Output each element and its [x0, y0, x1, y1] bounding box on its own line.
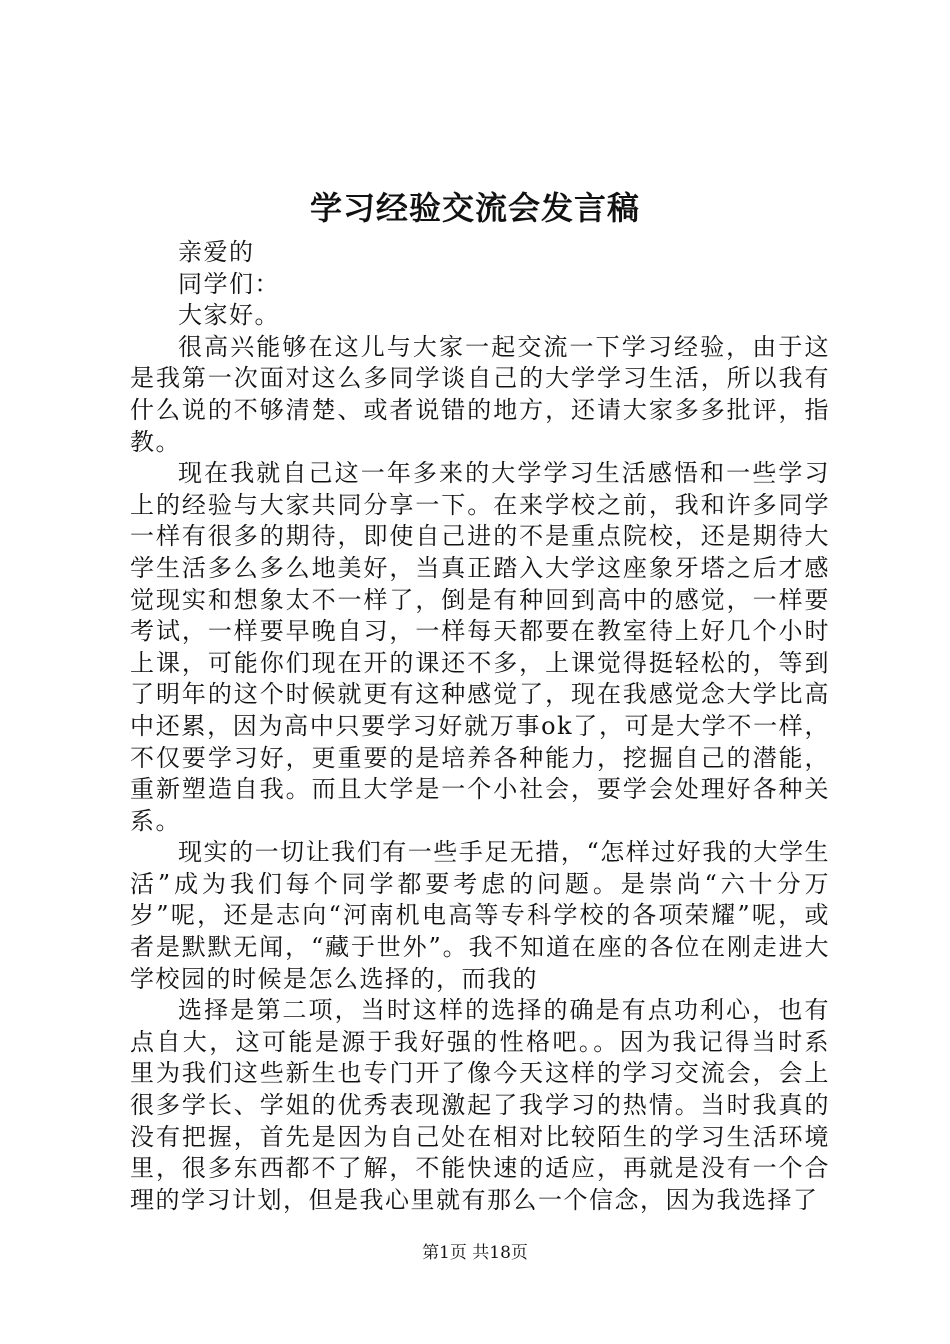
salutation-line: 同学们：: [178, 269, 280, 298]
paragraph: 现实的一切让我们有一些手足无措，“怎样过好我的大学生活”成为我们每个同学都要考虑的问题。是崇尚“六十分万岁”呢，还是志向“河南机电高等专科学校的各项荣耀”呢，或者是默默无闻，“藏于世外”。我不知道在座的各位在刚走进大学校园的时候是怎么选择的，而我的: [130, 838, 830, 993]
paragraph: 现在我就自己这一年多来的大学学习生活感悟和一些学习上的经验与大家共同分享一下。在来学校之前，我和许多同学一样有很多的期待，即使自己进的不是重点院校，还是期待大学生活多么多么地美好，当真正踏入大学这座象牙塔之后才感觉现实和想象太不一样了，倒是有种回到高中的感觉，一样要考试，一样要早晚自习，一样每天都要在教室待上好几个小时上课，可能你们现在开的课还不多，上课觉得挺轻松的，等到了明年的这个时候就更有这种感觉了，现在我感觉念大学比高中还累，因为高中只要学习好就万事ok了，可是大学不一样，不仅要学习好，更重要的是培养各种能力，挖掘自己的潜能，重新塑造自我。而且大学是一个小社会，要学会处理好各种关系。: [130, 459, 830, 835]
greeting-line: 大家好。: [178, 301, 280, 330]
salutation-line: 亲爱的: [178, 238, 255, 266]
paragraph: 选择是第二项，当时这样的选择的确是有点功利心，也有点自大，这可能是源于我好强的性格吧。。因为我记得当时系里为我们这些新生也专门开了像今天这样的学习交流会，会上很多学长、学姐的优秀表现激起了我学习的热情。当时我真的没有把握，首先是因为自己处在相对比较陌生的学习生活环境里，很多东西都不了解，不能快速的适应，再就是没有一个合理的学习计划，但是我心里就有那么一个信念，因为我选择了: [130, 996, 830, 1214]
paragraph: 很高兴能够在这儿与大家一起交流一下学习经验，由于这是我第一次面对这么多同学谈自己的大学学习生活，所以我有什么说的不够清楚、或者说错的地方，还请大家多多批评，指教。: [130, 332, 830, 456]
document-body: [130, 237, 830, 1216]
document-title: 学习经验交流会发言稿: [309, 189, 640, 227]
page-number-footer: 第1页 共18页: [422, 1243, 528, 1263]
